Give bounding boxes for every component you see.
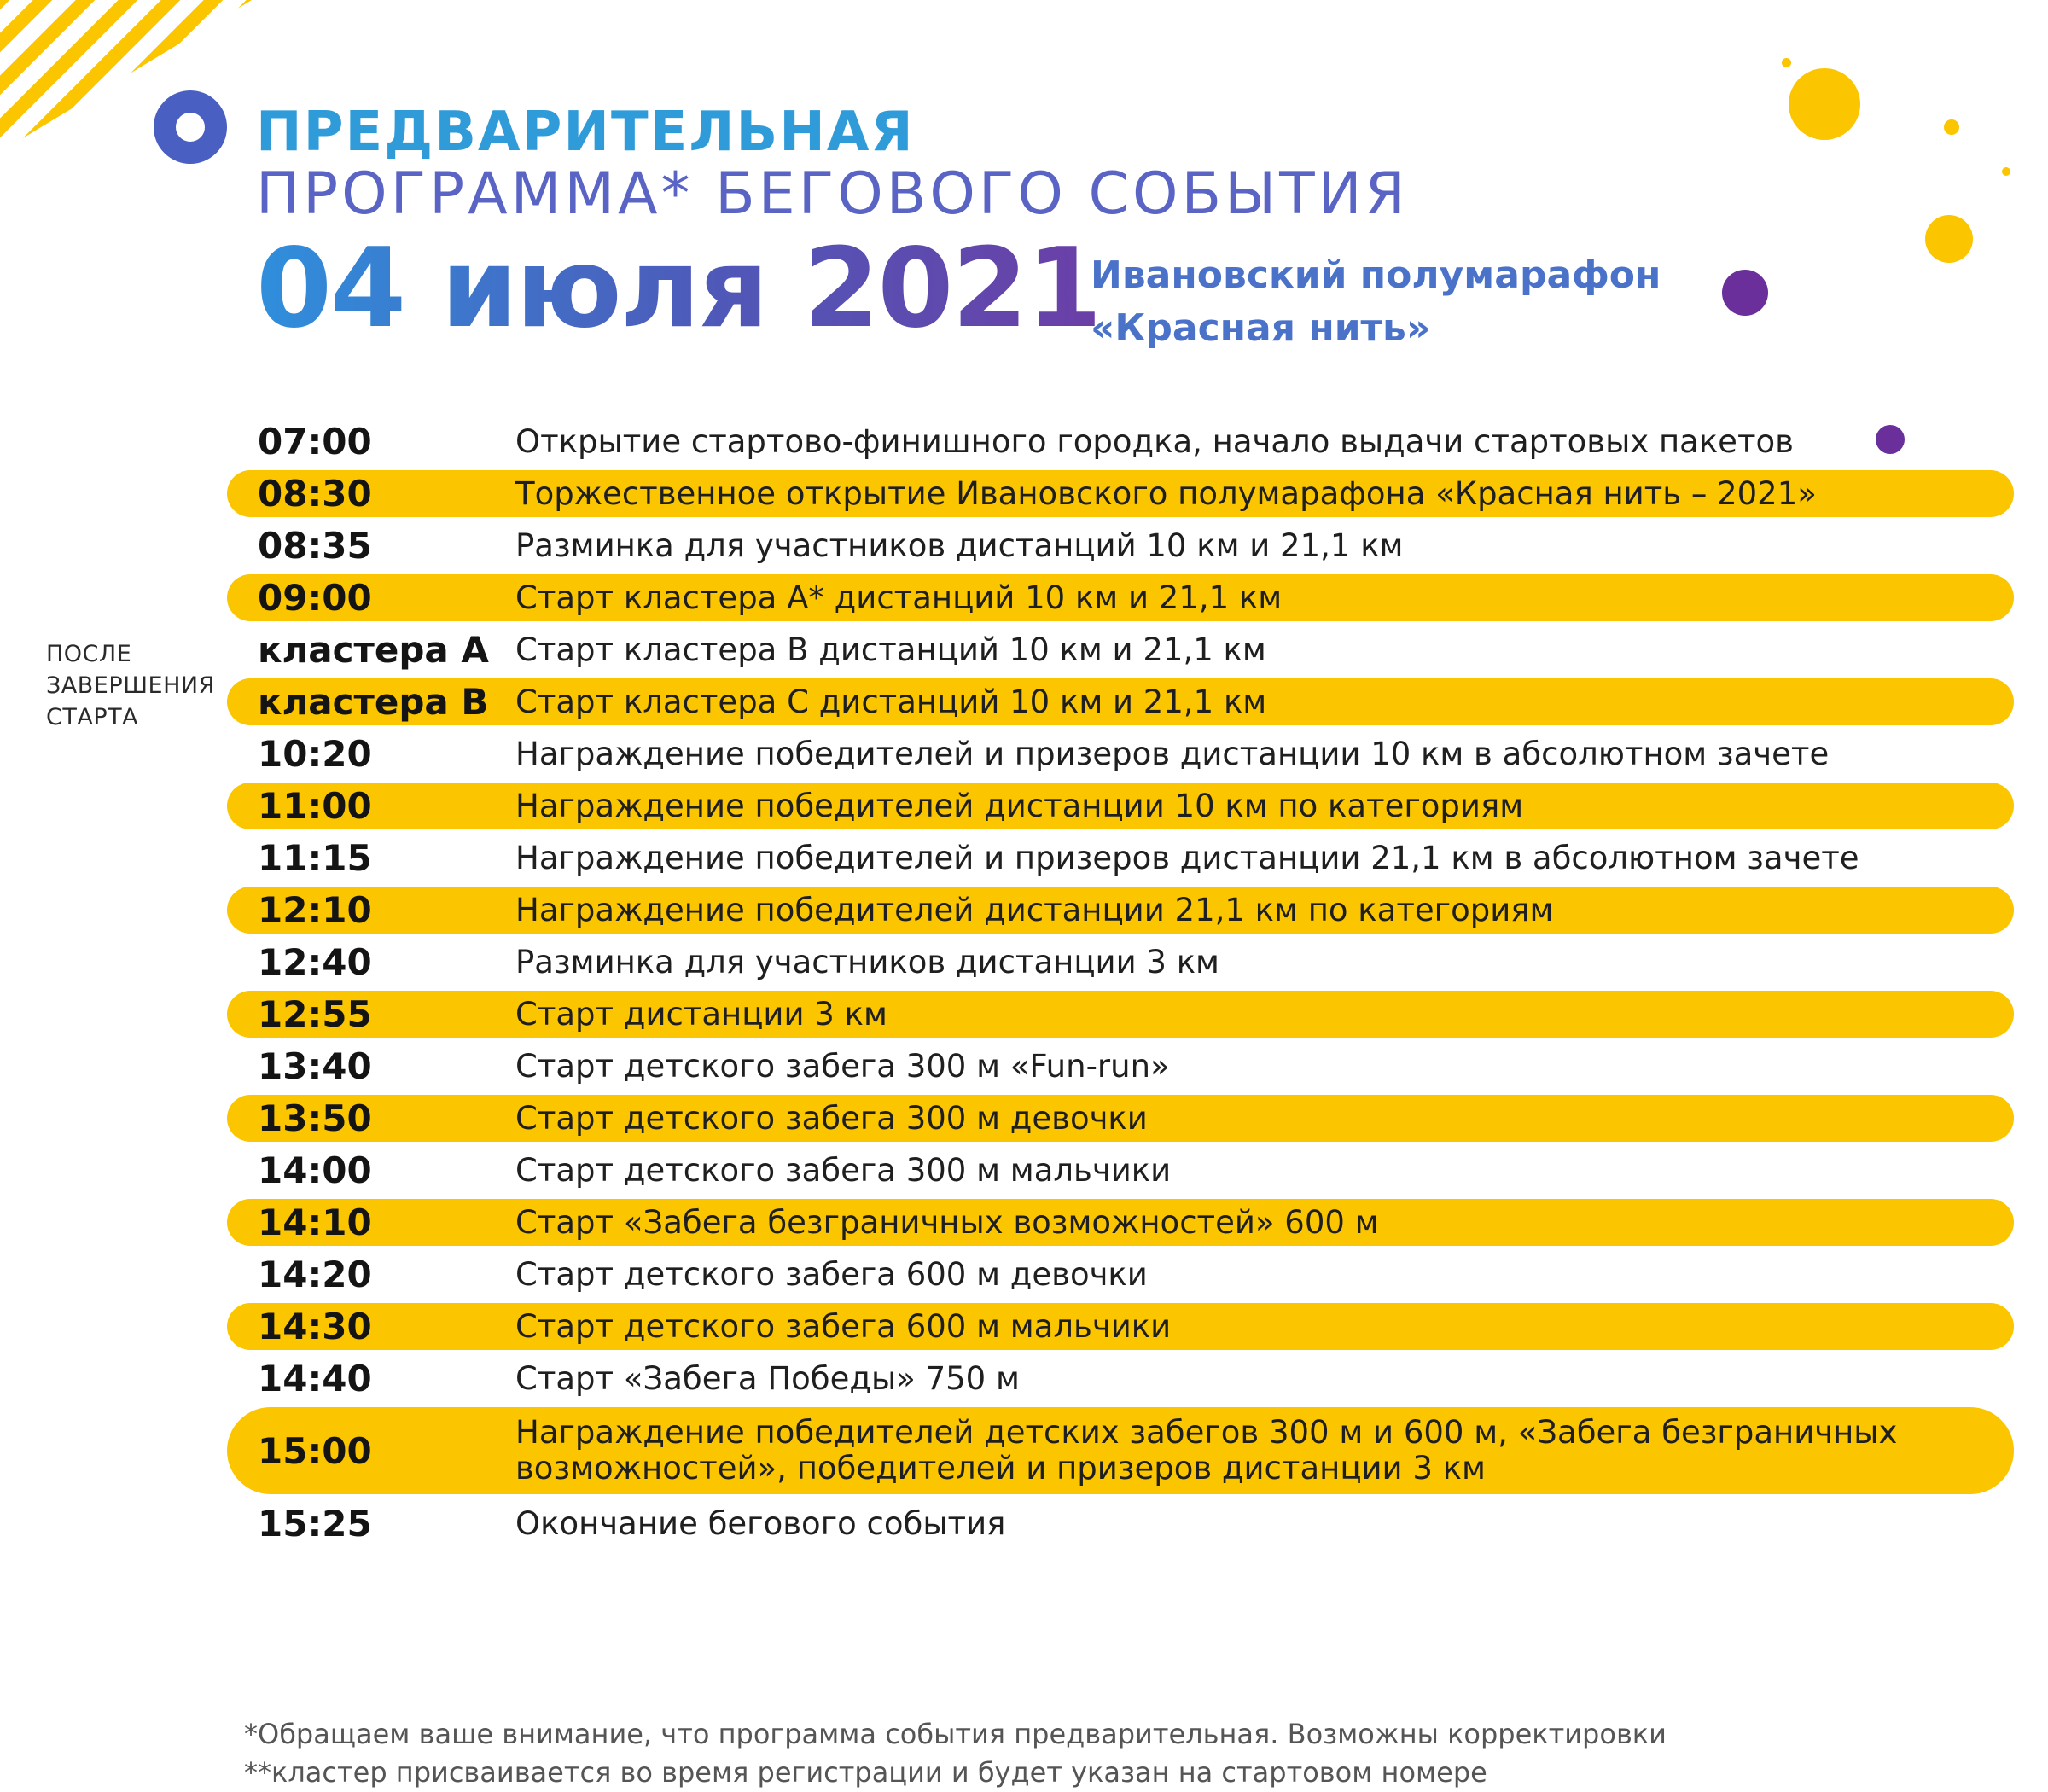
schedule-row	[227, 470, 2014, 517]
schedule-time: 14:40	[258, 1358, 372, 1399]
schedule-time: 12:55	[258, 993, 372, 1035]
schedule-row	[227, 1355, 2014, 1402]
schedule-row	[227, 522, 2014, 569]
schedule-time: 10:20	[258, 733, 372, 775]
logo-ring-icon	[154, 90, 227, 164]
footnote-1: *Обращаем ваше внимание, что программа события предварительная. Возможны корректировки	[244, 1718, 1667, 1750]
schedule-description: Разминка для участников дистанции 3 км	[515, 944, 1219, 980]
schedule-description: Старт кластера А* дистанций 10 км и 21,1 км	[515, 579, 1283, 616]
decor-dot-medium	[1925, 215, 1973, 263]
decor-dot-purple	[1722, 270, 1768, 316]
schedule-description: Старт «Забега безграничных возможностей» 600 м	[515, 1204, 1379, 1241]
schedule-time: 12:40	[258, 941, 372, 983]
footnotes	[244, 1715, 1667, 1792]
event-name-line-2: «Красная нить»	[1091, 306, 1431, 350]
schedule-time: 09:00	[258, 577, 372, 619]
schedule-time: 08:30	[258, 473, 372, 515]
schedule-row	[227, 1199, 2014, 1246]
schedule-description: Старт детского забега 600 м мальчики	[515, 1308, 1172, 1345]
schedule-row	[227, 1251, 2014, 1298]
schedule-description: Торжественное открытие Ивановского полумарафона «Красная нить – 2021»	[515, 475, 1817, 512]
schedule-time: 13:50	[258, 1097, 372, 1139]
schedule-row	[227, 418, 2014, 465]
schedule-time: 14:00	[258, 1149, 372, 1191]
schedule-time: 11:00	[258, 785, 372, 827]
schedule-time: 08:35	[258, 525, 372, 567]
schedule-description: Разминка для участников дистанций 10 км и 21,1 км	[515, 527, 1404, 564]
decor-dot-large	[1789, 68, 1860, 140]
schedule-description: Старт кластера С дистанций 10 км и 21,1 км	[515, 684, 1267, 720]
schedule-time: 12:10	[258, 889, 372, 931]
schedule-description: Старт детского забега 300 м девочки	[515, 1100, 1148, 1137]
schedule-time: 15:00	[258, 1429, 372, 1472]
schedule-row	[227, 574, 2014, 621]
schedule-row	[227, 626, 2014, 673]
schedule-time: 15:25	[258, 1503, 372, 1545]
schedule-description: Старт детского забега 300 м мальчики	[515, 1152, 1172, 1189]
schedule-row	[227, 835, 2014, 881]
title-line-1: ПРЕДВАРИТЕЛЬНАЯ	[256, 101, 915, 164]
schedule-row	[227, 939, 2014, 986]
schedule-time: 14:10	[258, 1201, 372, 1243]
decor-dot-small	[1782, 58, 1791, 67]
schedule-row	[227, 783, 2014, 829]
schedule-description: Старт дистанции 3 км	[515, 996, 887, 1033]
schedule-time: кластера А	[258, 629, 489, 671]
schedule-row	[227, 730, 2014, 777]
schedule-description: Старт кластера В дистанций 10 км и 21,1 км	[515, 631, 1266, 668]
schedule-time: кластера В	[258, 681, 489, 723]
schedule-time: 13:40	[258, 1045, 372, 1087]
schedule-description: Старт детского забега 600 м девочки	[515, 1256, 1148, 1293]
schedule-row	[227, 887, 2014, 934]
decor-dot-small	[1944, 119, 1959, 135]
schedule-description: Открытие стартово-финишного городка, начало выдачи стартовых пакетов	[515, 423, 1794, 460]
schedule-description: Награждение победителей детских забегов 300 м и 600 м, «Забега безграничных возможностей», победителей и призеров дистанции 3 км	[515, 1414, 1898, 1487]
event-name	[1091, 249, 1661, 355]
schedule-description: Награждение победителей дистанции 21,1 км по категориям	[515, 892, 1554, 928]
schedule-description: Награждение победителей и призеров дистанции 10 км в абсолютном зачете	[515, 736, 1830, 772]
schedule-time: 07:00	[258, 421, 372, 463]
title-line-2: ПРОГРАММА* БЕГОВОГО СОБЫТИЯ	[256, 160, 1409, 228]
schedule-description: Старт «Забега Победы» 750 м	[515, 1360, 1020, 1397]
schedule-row	[227, 991, 2014, 1038]
event-name-line-1: Ивановский полумарафон	[1091, 253, 1661, 297]
schedule-row	[227, 1500, 2014, 1547]
schedule-description: Награждение победителей дистанции 10 км по категориям	[515, 788, 1524, 824]
schedule-description: Старт детского забега 300 м «Fun-run»	[515, 1048, 1170, 1085]
after-start-note: ПОСЛЕ ЗАВЕРШЕНИЯ СТАРТА	[46, 641, 215, 730]
schedule-time: 14:20	[258, 1254, 372, 1295]
schedule-time: 14:30	[258, 1306, 372, 1347]
footnote-2: **кластер присваивается во время регистрации и будет указан на стартовом номере	[244, 1756, 1487, 1789]
decor-dot-small	[2002, 167, 2010, 176]
schedule-row	[227, 1095, 2014, 1142]
schedule-row	[227, 1147, 2014, 1194]
schedule-row	[227, 1303, 2014, 1350]
schedule-description: Награждение победителей и призеров дистанции 21,1 км в абсолютном зачете	[515, 840, 1859, 876]
schedule-description: Окончание бегового события	[515, 1505, 1006, 1542]
schedule-row	[227, 678, 2014, 725]
event-date: 04 июля 2021	[256, 225, 1101, 352]
schedule-row	[227, 1407, 2014, 1494]
schedule-row	[227, 1043, 2014, 1090]
schedule-time: 11:15	[258, 837, 372, 879]
